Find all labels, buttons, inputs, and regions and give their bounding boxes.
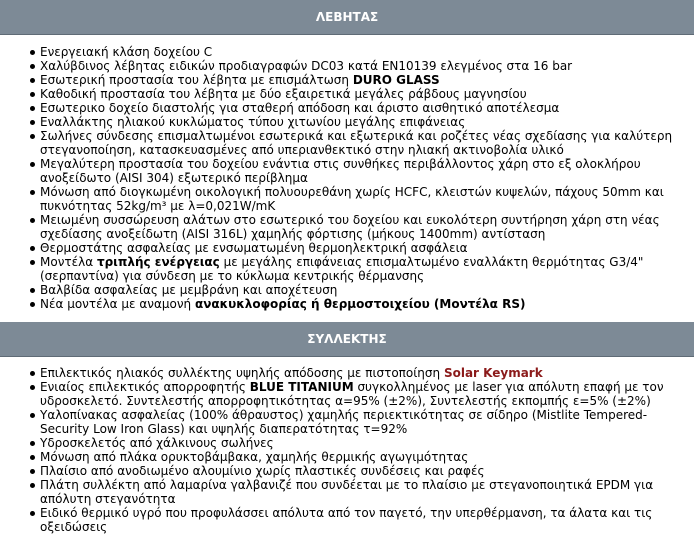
list-item: Βαλβίδα ασφαλείας με μεμβράνη και αποχέτευση: [40, 283, 680, 297]
list-item: Πλαίσιο από ανοδιωμένο αλουμίνιο χωρίς πλαστικές συνδέσεις και ραφές: [40, 464, 680, 478]
boiler-feature-list: [0, 45, 680, 311]
collector-section-header: ΣΥΛΛΕΚΤΗΣ: [0, 322, 694, 357]
list-item: Υαλοπίνακας ασφαλείας (100% άθραυστος) χαμηλής περιεκτικότητας σε σίδηρο (Mistlite Tempered-Security Low Iron Glass) και υψηλής διαπερατότητας τ=92%: [40, 408, 680, 436]
list-item: Μοντέλα τριπλής ενέργειας με μεγάλης επιφάνειας επισμαλτωμένο εναλλάκτη θερμότητας G3/4" (σερπαντίνα) για σύνδεση με το κύκλωμα κεντρικής θέρμανσης: [40, 255, 680, 283]
list-item: Εσωτερικο δοχείο διαστολής για σταθερή απόδοση και άριστο αισθητικό αποτέλεσμα: [40, 101, 680, 115]
list-item: Πλάτη συλλέκτη από λαμαρίνα γαλβανιζέ που συνδέεται με το πλαίσιο με στεγανοποιητικά EPDM για απόλυτη στεγανότητα: [40, 478, 680, 506]
list-item: Μόνωση από πλάκα ορυκτοβάμβακα, χαμηλής θερμικής αγωγιμότητας: [40, 450, 680, 464]
list-item: Ενεργειακή κλάση δοχείου C: [40, 45, 680, 59]
list-item: Θερμοστάτης ασφαλείας με ενσωματωμένη θερμοηλεκτρική ασφάλεια: [40, 241, 680, 255]
list-item: Επιλεκτικός ηλιακός συλλέκτης υψηλής απόδοσης με πιστοποίηση Solar Keymark: [40, 366, 680, 380]
list-item: Ειδικό θερμικό υγρό που προφυλάσσει απόλυτα από τον παγετό, την υπερθέρμανση, τα άλατα και τις οξειδώσεις: [40, 506, 680, 534]
list-item: Εσωτερική προστασία του λέβητα με επισμάλτωση DURO GLASS: [40, 73, 680, 87]
list-item: Ενιαίος επιλεκτικός απορροφητής BLUE TITANIUM συγκολλημένος με laser για απόλυτη επαφή με τον υδροσκελετό. Συντελεστής απορροφητικότητας α=95% (±2%), Συντελεστής εκπομπής ε=5% (±2%): [40, 380, 680, 408]
collector-feature-list: [0, 366, 680, 534]
solar-keymark-label: Solar Keymark: [443, 366, 543, 380]
boiler-section-header: ΛΕΒΗΤΑΣ: [0, 0, 694, 35]
list-item: Μεγαλύτερη προστασία του δοχείου ενάντια στις συνθήκες περιβάλλοντος χάρη στο εξ ολοκλήρου ανοξείδωτο (AISI 304) εξωτερικό περίβλημα: [40, 157, 680, 185]
list-item: Χαλύβδινος λέβητας ειδικών προδιαγραφών DC03 κατά EN10139 ελεγμένος στα 16 bar: [40, 59, 680, 73]
list-item: Καθοδική προστασία του λέβητα με δύο εξαιρετικά μεγάλες ράβδους μαγνησίου: [40, 87, 680, 101]
list-item: Μειωμένη συσσώρευση αλάτων στο εσωτερικό του δοχείου και ευκολότερη συντήρηση χάρη στη νέας σχεδίασης ανοξείδωτη (AISI 316L) χαμηλής φόρτισης (μήκους 1400mm) αντίσταση: [40, 213, 680, 241]
list-item: Νέα μοντέλα με αναμονή ανακυκλοφορίας ή θερμοστοιχείου (Μοντέλα RS): [40, 297, 680, 311]
list-item: Υδροσκελετός από χάλκινους σωλήνες: [40, 436, 680, 450]
list-item: Σωλήνες σύνδεσης επισμαλτωμένοι εσωτερικά και εξωτερικά και ροζέτες νέας σχεδίασης για καλύτερη στεγανοποίηση, κατασκευασμένες από υπεριανθεκτικό στην ηλιακή ακτινοβολία υλικό: [40, 129, 680, 157]
list-item: Μόνωση από διογκωμένη οικολογική πολυουρεθάνη χωρίς HCFC, κλειστών κυψελών, πάχους 50mm και πυκνότητας 52kg/m³ με λ=0,021W/mK: [40, 185, 680, 213]
list-item: Εναλλάκτης ηλιακού κυκλώματος τύπου χιτωνίου μεγάλης επιφάνειας: [40, 115, 680, 129]
